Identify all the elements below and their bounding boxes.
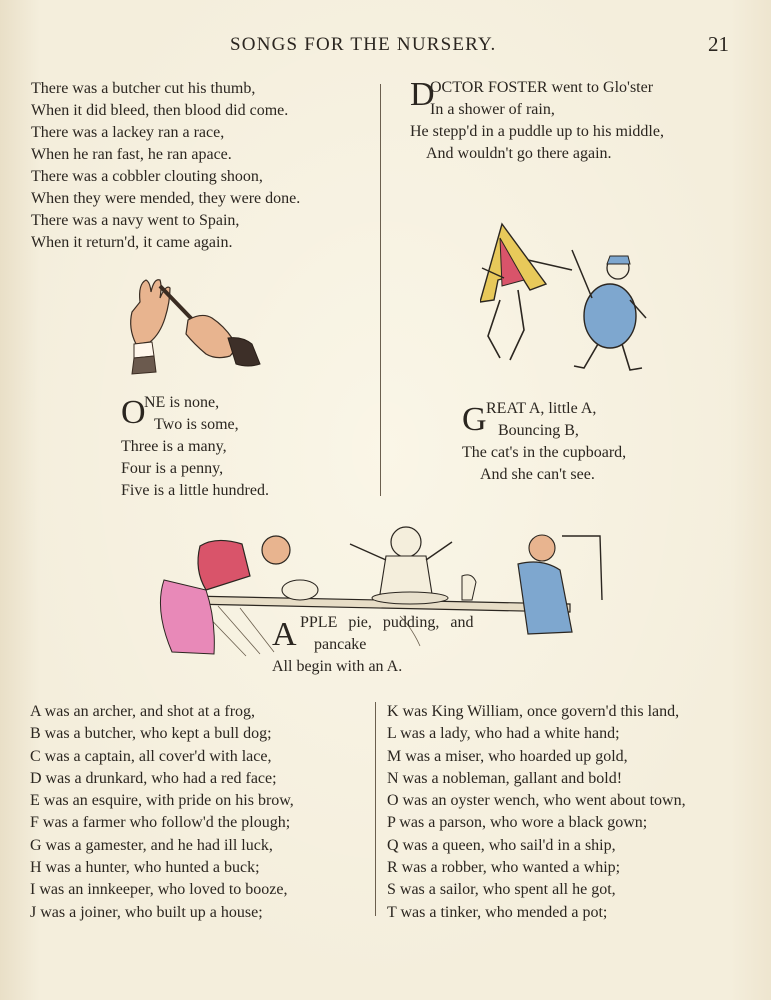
alphabet-line: F was a farmer who follow'd the plough; — [30, 814, 291, 832]
verse-line: PPLE pie, pudding, and — [300, 614, 474, 631]
verse-line: When they were mended, they were done. — [31, 190, 301, 207]
drop-cap: A — [272, 616, 297, 653]
verse-line: And she can't see. — [480, 466, 595, 483]
alphabet-line: C was a captain, all cover'd with lace, — [30, 747, 272, 765]
alphabet-line: J was a joiner, who built up a house; — [30, 903, 263, 921]
verse-line: And wouldn't go there again. — [426, 145, 612, 162]
drop-cap: D — [410, 76, 435, 113]
alphabet-line: D was a drunkard, who had a red face; — [30, 769, 277, 787]
alphabet-line: K was King William, once govern'd this land, — [387, 703, 680, 720]
verse-line: There was a butcher cut his thumb, — [31, 80, 256, 97]
drop-cap: G — [462, 401, 487, 438]
alphabet-line: E was an esquire, with pride on his brow, — [30, 792, 294, 810]
verse-line: Five is a little hundred. — [121, 482, 269, 499]
alphabet-line: Q was a queen, who sail'd in a ship, — [387, 836, 616, 854]
verse-line: NE is none, — [144, 394, 220, 411]
verse-line: There was a lackey ran a race, — [31, 124, 225, 141]
verse-line: The cat's in the cupboard, — [462, 444, 627, 461]
verse-line: Two is some, — [154, 416, 239, 433]
alphabet-line: B was a butcher, who kept a bull dog; — [30, 725, 272, 743]
verse-line: Four is a penny, — [121, 460, 224, 477]
drop-cap: O — [121, 394, 146, 431]
page-number: 21 — [708, 32, 729, 56]
verse-line: In a shower of rain, — [430, 101, 555, 118]
alphabet-line: A was an archer, and shot at a frog, — [30, 703, 256, 720]
alphabet-column-left — [30, 701, 294, 924]
alphabet-column-right — [387, 701, 686, 924]
verse-line: There was a cobbler clouting shoon, — [31, 168, 263, 185]
column-rule-upper — [380, 84, 381, 496]
verse-line: All begin with an A. — [272, 658, 403, 675]
verse-line: When it return'd, it came again. — [31, 234, 233, 251]
verse-line: Three is a many, — [121, 438, 227, 455]
great-a-rhyme — [462, 398, 626, 486]
verse-line: REAT A, little A, — [486, 400, 597, 417]
verse-line: Bouncing B, — [498, 422, 579, 439]
verse-line: When he ran fast, he ran apace. — [31, 146, 232, 163]
apple-pie-rhyme — [272, 612, 473, 678]
alphabet-line: P was a parson, who wore a black gown; — [387, 814, 648, 832]
alphabet-line: T was a tinker, who mended a pot; — [387, 903, 608, 921]
alphabet-line: H was a hunter, who hunted a buck; — [30, 859, 260, 877]
alphabet-line: M was a miser, who hoarded up gold, — [387, 747, 628, 765]
verse-line: When it did bleed, then blood did come. — [31, 102, 289, 119]
running-title: SONGS FOR THE NURSERY. — [230, 34, 497, 55]
alphabet-line: L was a lady, who had a white hand; — [387, 725, 620, 743]
alphabet-line: O was an oyster wench, who went about town, — [387, 792, 686, 810]
verse-line: There was a navy went to Spain, — [31, 212, 240, 229]
alphabet-line: I was an innkeeper, who loved to booze, — [30, 881, 288, 899]
hands-holding-stick-illustration — [120, 272, 265, 377]
one-is-none-rhyme — [121, 392, 269, 502]
verse-line: OCTOR FOSTER went to Glo'ster — [430, 79, 654, 96]
dancing-letter-a-and-figure-illustration — [480, 220, 650, 380]
alphabet-line: S was a sailor, who spent all he got, — [387, 881, 616, 899]
alphabet-line: R was a robber, who wanted a whip; — [387, 859, 621, 877]
alphabet-line: G was a gamester, and he had ill luck, — [30, 836, 273, 854]
verse-line: pancake — [314, 636, 367, 653]
doctor-foster-rhyme — [410, 77, 664, 165]
verse-line: He stepp'd in a puddle up to his middle, — [410, 123, 664, 140]
alphabet-line: N was a nobleman, gallant and bold! — [387, 769, 623, 787]
column-rule-lower — [375, 702, 376, 916]
butcher-rhyme — [31, 78, 300, 254]
